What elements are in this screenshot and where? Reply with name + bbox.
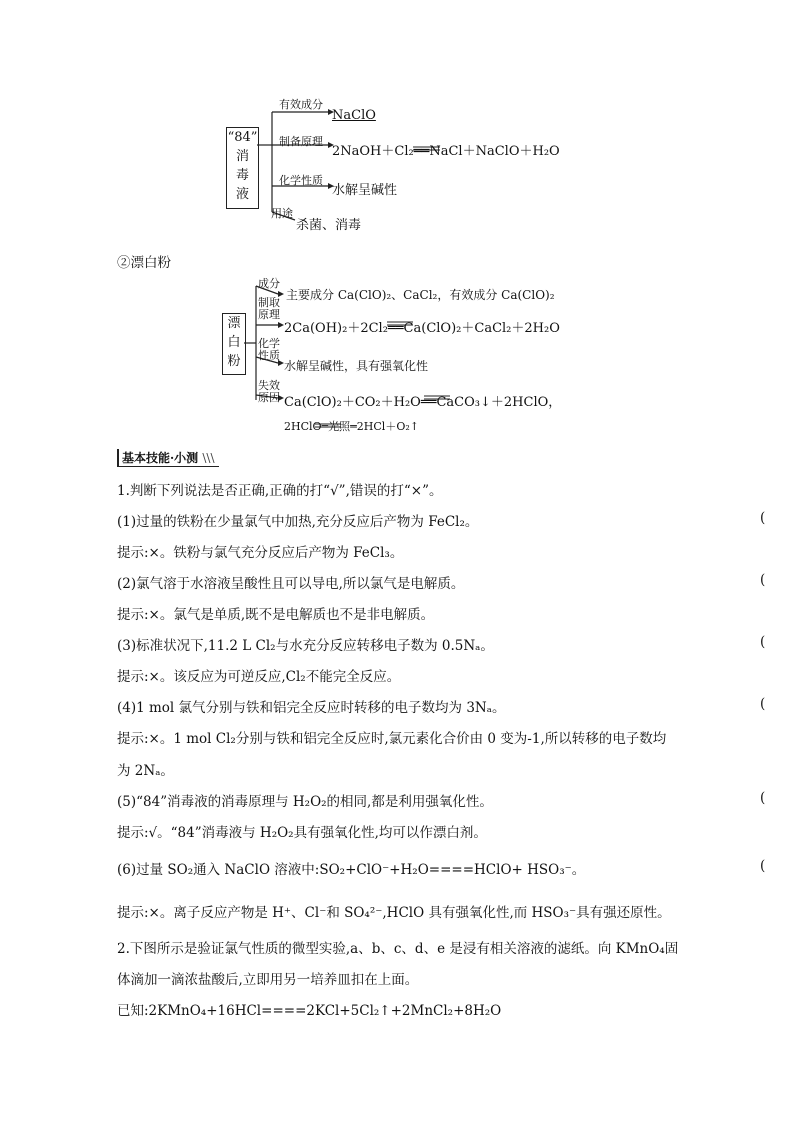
diagram-84-branch4-value: 杀菌、消毒: [296, 218, 362, 233]
bleach-b3-label-2: 性质: [258, 349, 280, 362]
bleach-b2-value: 2Ca(OH)₂＋2Cl₂══Ca(ClO)₂＋CaCl₂＋2H₂O: [284, 321, 560, 336]
bleach-b3-label: [258, 338, 280, 362]
section2-title: ②漂白粉: [117, 255, 171, 271]
bleach-box: [222, 313, 246, 375]
diagram-84-branch3-label: 化学性质: [279, 174, 323, 187]
bleach-b1-value: 主要成分 Ca(ClO)₂、CaCl₂，有效成分 Ca(ClO)₂: [286, 288, 555, 302]
item1-question: (1)过量的铁粉在少量氯气中加热,充分反应后产物为 FeCl₂。: [117, 514, 479, 530]
item2-question: (2)氯气溶于水溶液呈酸性且可以导电,所以氯气是电解质。: [117, 576, 465, 592]
diagram-84-branch4-label: 用途: [271, 207, 293, 220]
skills-header: [117, 449, 219, 467]
diagram-84-box-line1: “84”: [227, 130, 258, 145]
skills-header-text: 基本技能·小测: [122, 451, 199, 465]
item4-answer-paren: (: [760, 696, 766, 712]
bleach-b4-value2: 2HClO═光照═2HCl＋O₂↑: [284, 420, 419, 433]
diagram-84-box-line4: 液: [235, 187, 249, 202]
item5-hint: 提示:√。“84”消毒液与 H₂O₂具有强氧化性,均可以作漂白剂。: [117, 825, 487, 841]
diagram-84-box: [226, 127, 259, 209]
bleach-box-line2: 白: [227, 335, 241, 350]
item6-answer-paren: (: [760, 858, 766, 874]
item5-answer-paren: (: [760, 790, 766, 806]
bleach-b3-value: 水解呈碱性，具有强氧化性: [284, 359, 429, 373]
diagram-84-box-line3: 毒: [235, 168, 249, 183]
q2-line1: 2.下图所示是验证氯气性质的微型实验,a、b、c、d、e 是浸有相关溶液的滤纸。向 KMnO₄固: [117, 941, 679, 957]
item6-question: (6)过量 SO₂通入 NaClO 溶液中:SO₂+ClO⁻+H₂O====HClO+ HSO₃⁻。: [117, 862, 586, 878]
diagram-84-branch3-value: 水解呈碱性: [332, 183, 398, 198]
bleach-b4-label-2: 原因: [258, 391, 280, 404]
bleach-b2-label-1: 制取: [258, 296, 280, 309]
bleach-box-line3: 粉: [227, 354, 241, 369]
item4-hint: 提示:×。1 mol Cl₂分别与铁和铝完全反应时,氯元素化合价由 0 变为-1,所以转移的电子数均: [117, 731, 667, 747]
diagram-84-branch1-value: NaClO: [332, 108, 376, 123]
item4-hint-cont: 为 2Nₐ。: [117, 763, 174, 779]
bleach-b2-label-2: 原理: [258, 308, 280, 321]
q2-line3: 已知:2KMnO₄+16HCl====2KCl+5Cl₂↑+2MnCl₂+8H₂O: [117, 1003, 502, 1019]
diagram-84-lines: [0, 0, 794, 440]
item5-question: (5)“84”消毒液的消毒原理与 H₂O₂的相同,都是利用强氧化性。: [117, 794, 493, 810]
item2-answer-paren: (: [760, 572, 766, 588]
diagram-84-branch2-value: 2NaOH＋Cl₂══NaCl＋NaClO＋H₂O: [332, 144, 560, 159]
bleach-b1-label: 成分: [258, 277, 280, 290]
item1-hint: 提示:×。铁粉与氯气充分反应后产物为 FeCl₃。: [117, 545, 404, 561]
diagram-84-box-line2: 消: [235, 149, 249, 164]
item3-question: (3)标准状况下,11.2 L Cl₂与水充分反应转移电子数为 0.5Nₐ。: [117, 638, 494, 654]
bleach-b4-label-1: 失效: [258, 379, 280, 392]
item3-answer-paren: (: [760, 634, 766, 650]
item1-answer-paren: (: [760, 510, 766, 526]
q1-intro: 1.判断下列说法是否正确,正确的打“√”,错误的打“×”。: [117, 483, 443, 499]
bleach-box-line1: 漂: [227, 316, 241, 331]
bleach-b4-value: Ca(ClO)₂＋CO₂＋H₂O══CaCO₃↓＋2HClO，: [284, 395, 562, 410]
skills-header-deco: \\\: [202, 451, 215, 465]
diagram-84-branch1-label: 有效成分: [279, 98, 323, 111]
bleach-b2-label: [258, 297, 280, 321]
diagram-84-branch2-label: 制备原理: [279, 135, 323, 148]
item3-hint: 提示:×。该反应为可逆反应,Cl₂不能完全反应。: [117, 669, 401, 685]
bleach-b4-label: [258, 380, 280, 404]
q2-line2: 体滴加一滴浓盐酸后,立即用另一培养皿扣在上面。: [117, 972, 419, 988]
item2-hint: 提示:×。氯气是单质,既不是电解质也不是非电解质。: [117, 607, 435, 623]
bleach-b3-label-1: 化学: [258, 337, 280, 350]
item4-question: (4)1 mol 氯气分别与铁和铝完全反应时转移的电子数均为 3Nₐ。: [117, 700, 506, 716]
item6-hint: 提示:×。离子反应产物是 H⁺、Cl⁻和 SO₄²⁻,HClO 具有强氧化性,而 HSO₃⁻具有强还原性。: [117, 905, 671, 921]
